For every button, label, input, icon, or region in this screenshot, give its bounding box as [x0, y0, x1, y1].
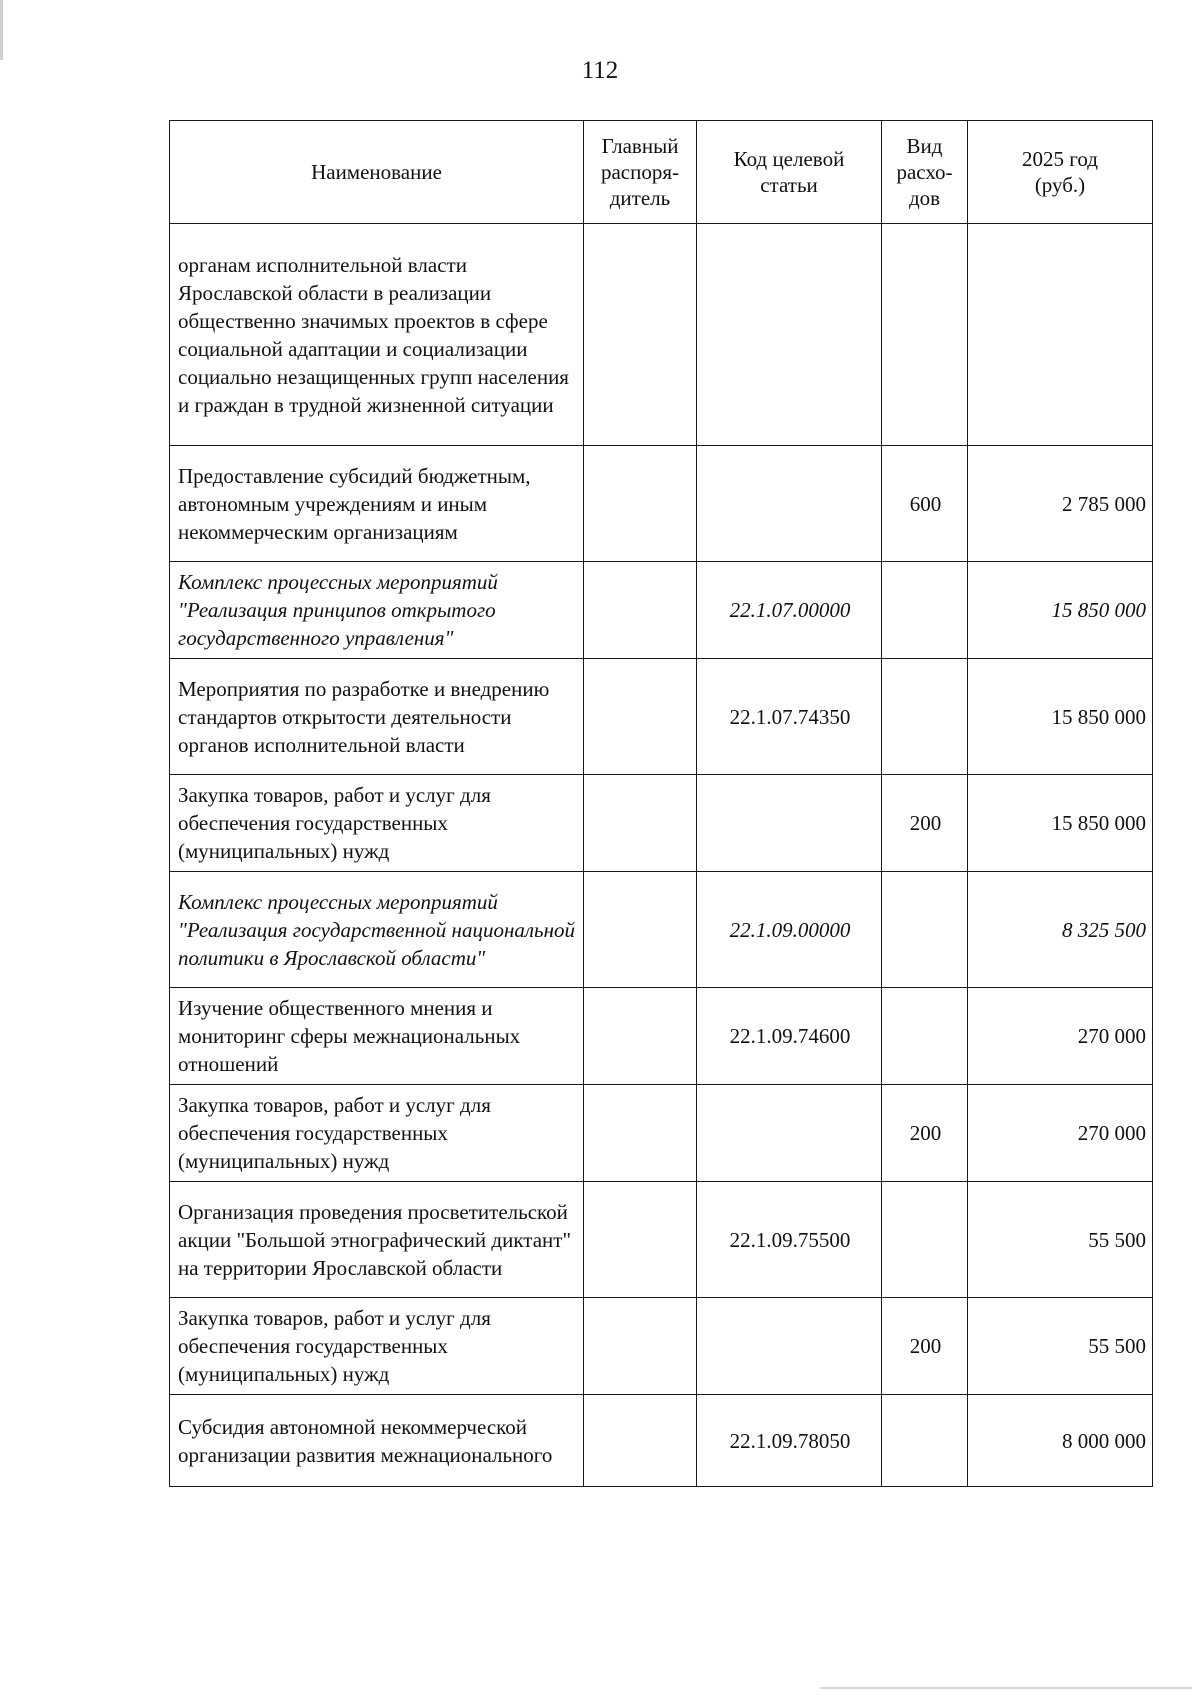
cell-target-code: 22.1.07.00000 — [697, 562, 882, 659]
table-row — [170, 1182, 1153, 1298]
budget-table — [169, 120, 1153, 1487]
cell-expense-type — [882, 562, 968, 659]
cell-amount: 8 000 000 — [968, 1395, 1153, 1487]
table-body — [170, 224, 1153, 1487]
cell-expense-type — [882, 1182, 968, 1298]
page-number: 112 — [581, 57, 619, 84]
table-row — [170, 659, 1153, 775]
cell-chief-manager — [584, 1085, 697, 1182]
cell-amount — [968, 224, 1153, 446]
header-expense-type: Вид расхо- дов — [882, 121, 968, 224]
cell-name: Комплекс процессных мероприятий "Реализация принципов открытого государственного управления" — [170, 562, 584, 659]
header-chief-manager: Главный распоря- дитель — [584, 121, 697, 224]
cell-amount: 55 500 — [968, 1298, 1153, 1395]
cell-chief-manager — [584, 1182, 697, 1298]
cell-name: Субсидия автономной некоммерческой организации развития межнационального — [170, 1395, 584, 1487]
scan-bottom-mark — [820, 1687, 1192, 1689]
cell-expense-type — [882, 659, 968, 775]
cell-chief-manager — [584, 775, 697, 872]
cell-amount: 8 325 500 — [968, 872, 1153, 988]
header-name: Наименование — [170, 121, 584, 224]
cell-chief-manager — [584, 1395, 697, 1487]
cell-target-code — [697, 775, 882, 872]
cell-amount: 270 000 — [968, 1085, 1153, 1182]
cell-amount: 270 000 — [968, 988, 1153, 1085]
table-row — [170, 1298, 1153, 1395]
cell-target-code — [697, 1085, 882, 1182]
table-row — [170, 562, 1153, 659]
cell-name: Закупка товаров, работ и услуг для обеспечения государственных (муниципальных) нужд — [170, 775, 584, 872]
table-row — [170, 1395, 1153, 1487]
cell-chief-manager — [584, 1298, 697, 1395]
cell-amount: 2 785 000 — [968, 446, 1153, 562]
cell-expense-type — [882, 988, 968, 1085]
table-row — [170, 872, 1153, 988]
cell-expense-type: 600 — [882, 446, 968, 562]
cell-chief-manager — [584, 988, 697, 1085]
cell-chief-manager — [584, 224, 697, 446]
cell-chief-manager — [584, 562, 697, 659]
cell-expense-type — [882, 1395, 968, 1487]
cell-name: Закупка товаров, работ и услуг для обеспечения государственных (муниципальных) нужд — [170, 1298, 584, 1395]
table-row — [170, 775, 1153, 872]
table-row — [170, 446, 1153, 562]
cell-amount: 15 850 000 — [968, 775, 1153, 872]
cell-name: Комплекс процессных мероприятий "Реализация государственной национальной политики в Ярославской области" — [170, 872, 584, 988]
cell-name: Организация проведения просветительской акции "Большой этнографический диктант" на территории Ярославской области — [170, 1182, 584, 1298]
table-row — [170, 224, 1153, 446]
cell-name: Мероприятия по разработке и внедрению стандартов открытости деятельности органов исполнительной власти — [170, 659, 584, 775]
cell-target-code — [697, 446, 882, 562]
cell-expense-type: 200 — [882, 1298, 968, 1395]
scan-edge-mark — [0, 0, 3, 60]
cell-amount: 15 850 000 — [968, 659, 1153, 775]
cell-target-code: 22.1.09.78050 — [697, 1395, 882, 1487]
cell-expense-type: 200 — [882, 775, 968, 872]
header-row — [170, 121, 1153, 224]
cell-expense-type — [882, 872, 968, 988]
cell-chief-manager — [584, 872, 697, 988]
header-target-code: Код целевой статьи — [697, 121, 882, 224]
cell-target-code: 22.1.07.74350 — [697, 659, 882, 775]
cell-target-code — [697, 224, 882, 446]
cell-amount: 55 500 — [968, 1182, 1153, 1298]
table-row — [170, 988, 1153, 1085]
cell-expense-type — [882, 224, 968, 446]
cell-chief-manager — [584, 659, 697, 775]
cell-name: Предоставление субсидий бюджетным, автономным учреждениям и иным некоммерческим организациям — [170, 446, 584, 562]
cell-target-code: 22.1.09.00000 — [697, 872, 882, 988]
table-row — [170, 1085, 1153, 1182]
cell-amount: 15 850 000 — [968, 562, 1153, 659]
cell-name: Изучение общественного мнения и мониторинг сферы межнациональных отношений — [170, 988, 584, 1085]
cell-target-code: 22.1.09.74600 — [697, 988, 882, 1085]
cell-name: Закупка товаров, работ и услуг для обеспечения государственных (муниципальных) нужд — [170, 1085, 584, 1182]
header-year-2025: 2025 год (руб.) — [968, 121, 1153, 224]
cell-name: органам исполнительной власти Ярославской области в реализации общественно значимых проектов в сфере социальной адаптации и социализации социально незащищенных групп населения и граждан в трудной жизненной ситуации — [170, 224, 584, 446]
table-header — [170, 121, 1153, 224]
cell-target-code: 22.1.09.75500 — [697, 1182, 882, 1298]
cell-expense-type: 200 — [882, 1085, 968, 1182]
cell-target-code — [697, 1298, 882, 1395]
cell-chief-manager — [584, 446, 697, 562]
